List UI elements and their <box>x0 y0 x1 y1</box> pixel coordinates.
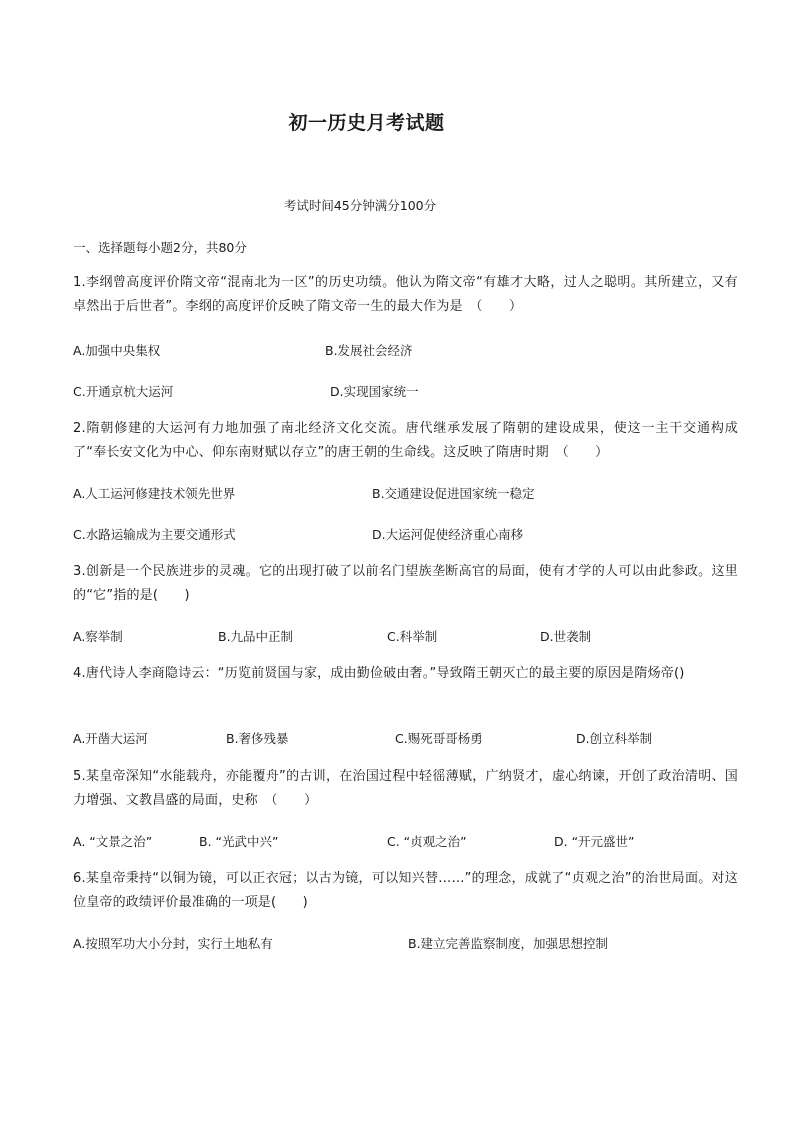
question-1-option-d: D.实现国家统一 <box>330 384 419 399</box>
question-4-option-d: D.创立科举制 <box>576 731 653 746</box>
question-1-option-a: A.加强中央集权 <box>73 343 161 358</box>
question-6-options-row-1 <box>73 934 738 954</box>
question-3-options <box>73 627 738 647</box>
question-5-options <box>73 832 738 852</box>
question-1-options-row-1 <box>73 341 738 361</box>
question-2-option-a: A.人工运河修建技术领先世界 <box>73 486 236 501</box>
section-heading: 一、选择题每小题2分，共80分 <box>73 240 247 255</box>
question-2-option-d: D.大运河促使经济重心南移 <box>372 527 524 542</box>
question-4-options <box>73 729 738 749</box>
question-5-option-c: C. “贞观之治” <box>387 834 467 849</box>
question-5-option-b: B. “光武中兴” <box>199 834 279 849</box>
question-2-option-b: B.交通建设促进国家统一稳定 <box>372 486 535 501</box>
question-3-text: 3.创新是一个民族进步的灵魂。它的出现打破了以前名门望族垄断高官的局面，使有才学的人可以由此参政。这里的“它”指的是( ) <box>73 564 738 603</box>
exam-title: 初一历史月考试题 <box>288 112 445 134</box>
question-4-text: 4.唐代诗人李商隐诗云：“历览前贤国与家，成由勤俭破由奢。”导致隋王朝灭亡的最主要的原因是隋炀帝() <box>73 666 685 681</box>
question-3-option-d: D.世袭制 <box>540 629 592 644</box>
question-3-option-c: C.科举制 <box>387 629 438 644</box>
question-4-option-a: A.开凿大运河 <box>73 731 148 746</box>
question-5-option-d: D. “开元盛世” <box>554 834 635 849</box>
exam-subtitle: 考试时间45分钟满分100分 <box>283 198 437 213</box>
question-6-option-b: B.建立完善监察制度，加强思想控制 <box>408 936 609 951</box>
question-3-option-a: A.察举制 <box>73 629 123 644</box>
question-6-text: 6.某皇帝秉持“以铜为镜，可以正衣冠；以古为镜，可以知兴替……”的理念，成就了“贞观之治”的治世局面。对这位皇帝的政绩评价最准确的一项是( ) <box>73 871 738 910</box>
question-1-option-c: C.开通京杭大运河 <box>73 384 174 399</box>
question-3-option-b: B.九品中正制 <box>218 629 294 644</box>
question-5-option-a: A. “文景之治” <box>73 834 153 849</box>
question-4-option-b: B.奢侈残暴 <box>226 731 289 746</box>
question-2-options-row-2 <box>73 525 738 545</box>
question-1-options-row-2 <box>73 382 738 402</box>
question-2-text: 2.隋朝修建的大运河有力地加强了南北经济文化交流。唐代继承发展了隋朝的建设成果，使这一主干交通构成了“奉长安文化为中心、仰东南财赋以存立”的唐王朝的生命线。这反映了隋唐时期 （ ） <box>73 421 738 460</box>
question-2-option-c: C.水路运输成为主要交通形式 <box>73 527 236 542</box>
question-2-options-row-1 <box>73 484 738 504</box>
question-5-text: 5.某皇帝深知“水能载舟，亦能覆舟”的古训，在治国过程中轻徭薄赋，广纳贤才，虚心纳谏，开创了政治清明、国力增强、文教昌盛的局面，史称 （ ） <box>73 769 738 808</box>
question-6-option-a: A.按照军功大小分封，实行土地私有 <box>73 936 273 951</box>
question-4-option-c: C.赐死哥哥杨勇 <box>395 731 483 746</box>
question-1-option-b: B.发展社会经济 <box>325 343 413 358</box>
question-1-text: 1.李纲曾高度评价隋文帝“混南北为一区”的历史功绩。他认为隋文帝“有雄才大略，过人之聪明。其所建立，又有卓然出于后世者”。李纲的高度评价反映了隋文帝一生的最大作为是 （ ） <box>73 275 738 314</box>
